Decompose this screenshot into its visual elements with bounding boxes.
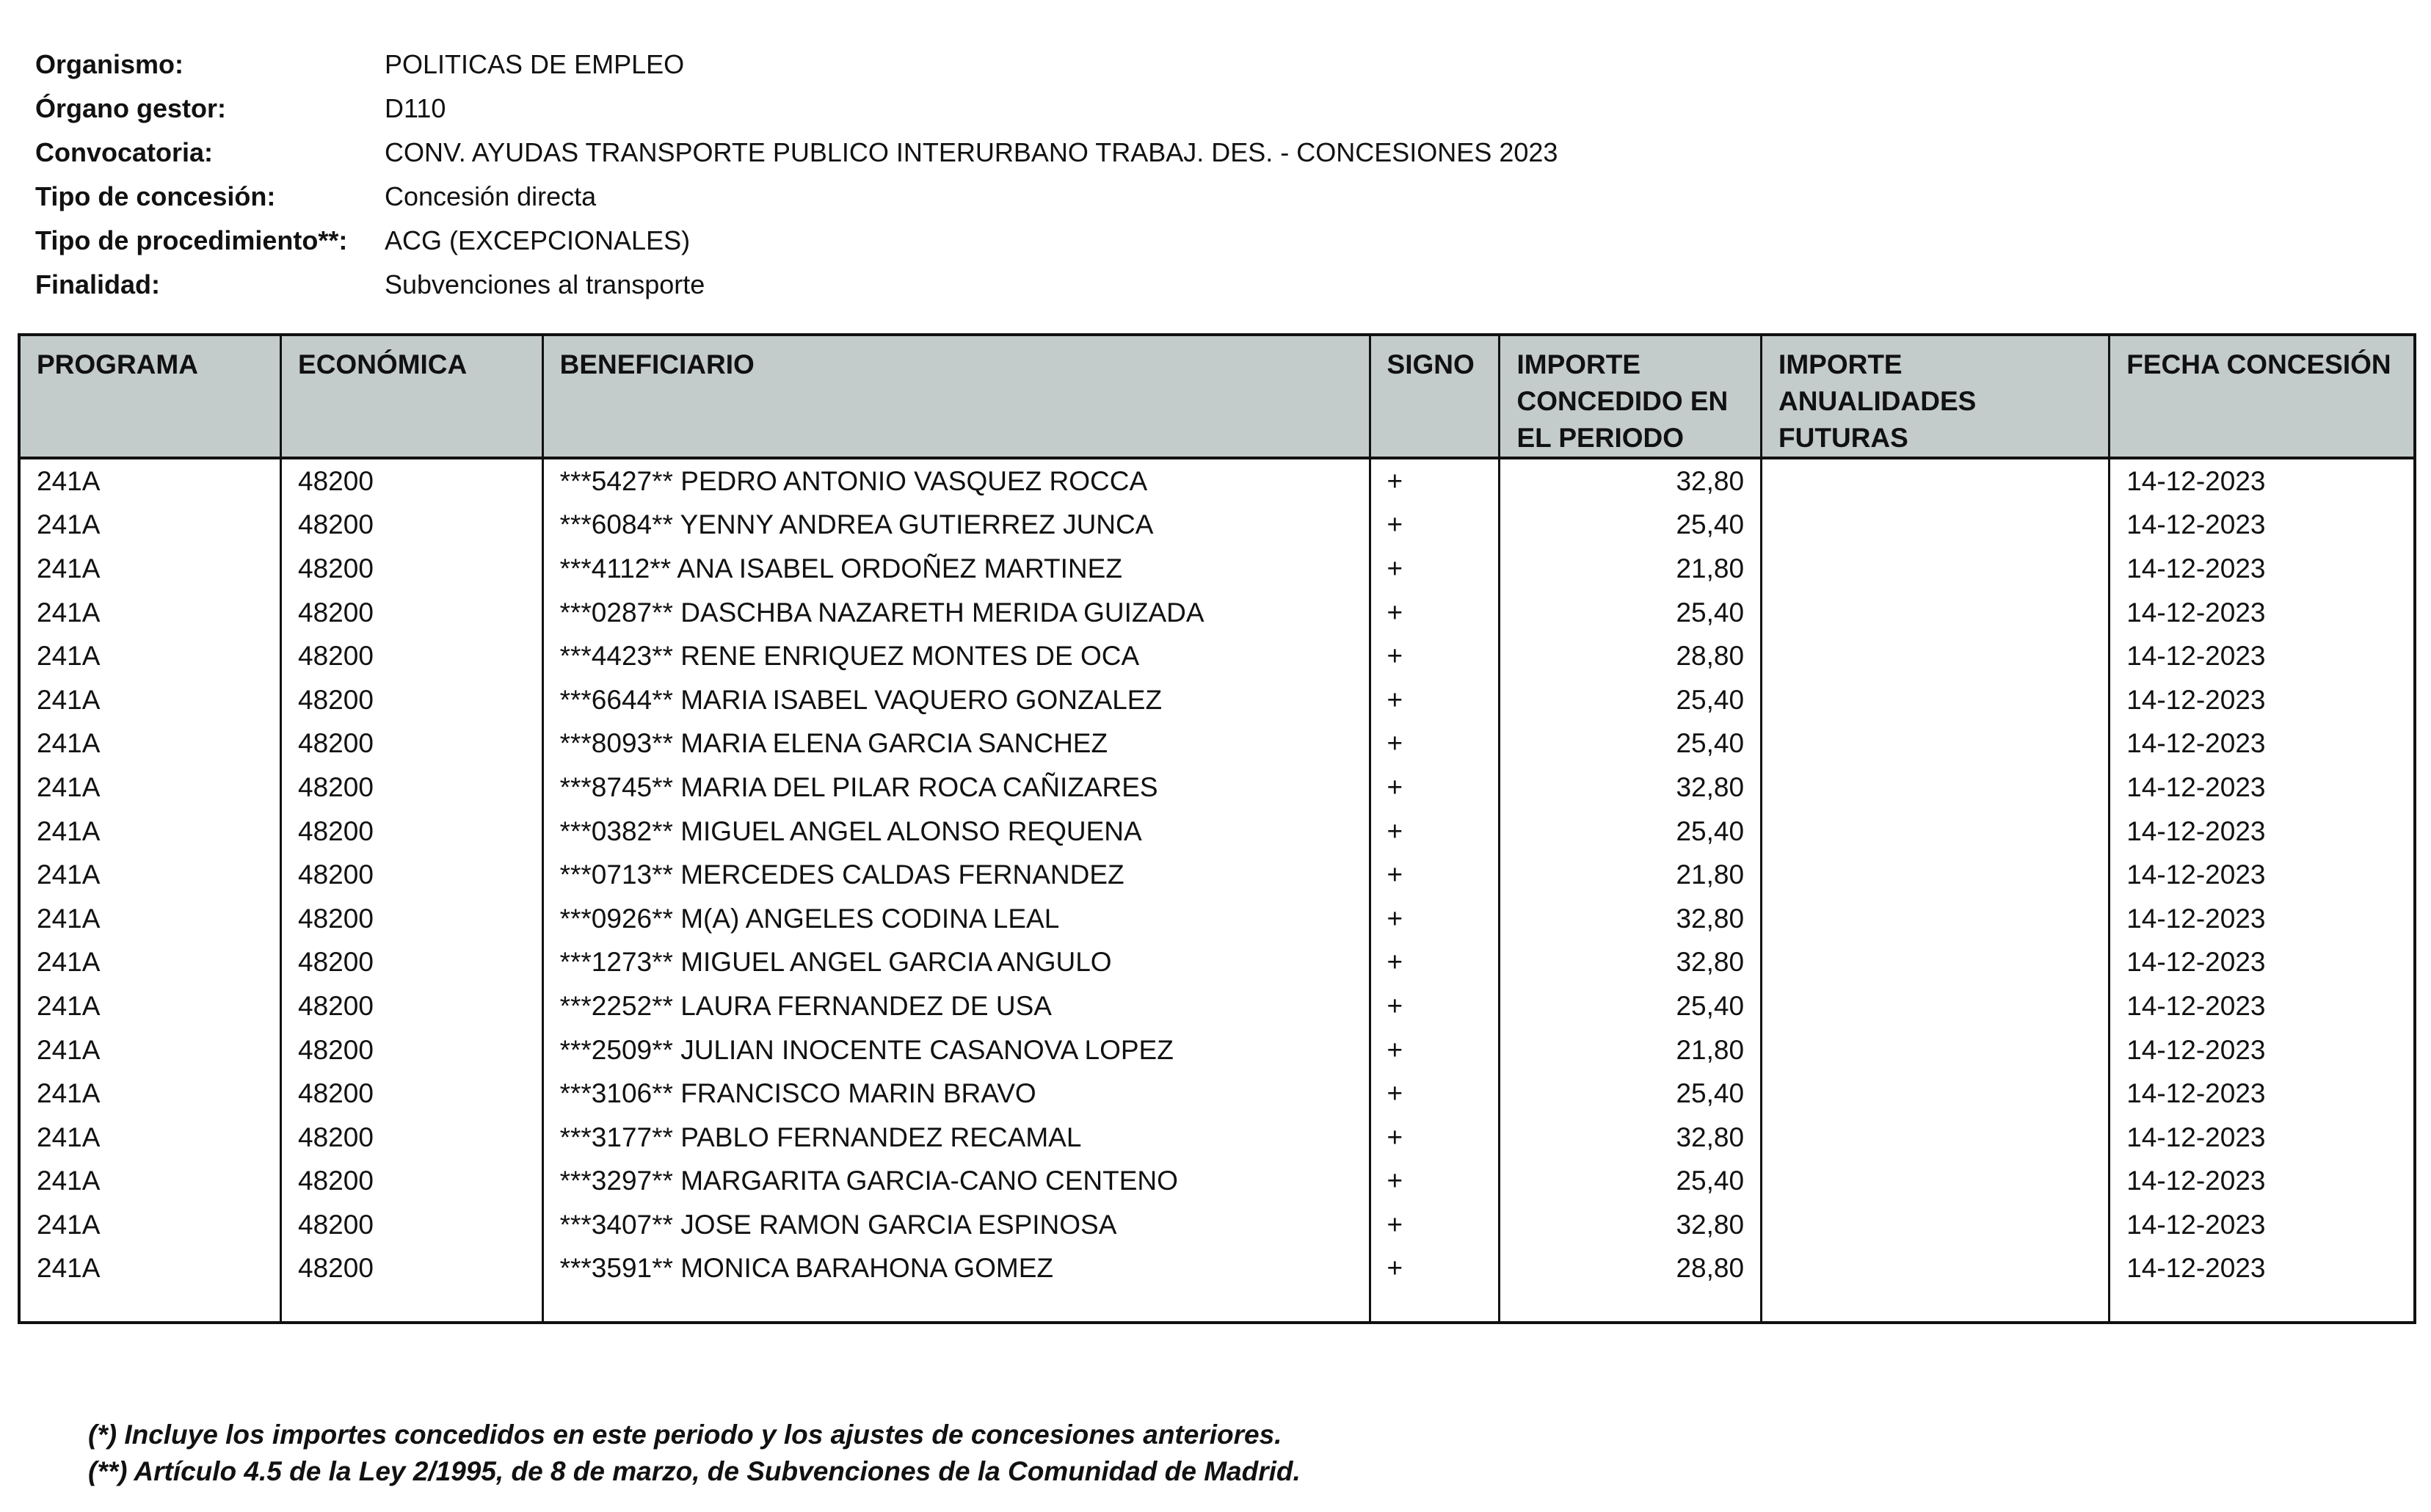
- cell-importe-anualidades: [1762, 853, 2110, 897]
- cell-importe-anualidades: [1762, 1072, 2110, 1116]
- cell-signo: +: [1370, 766, 1500, 810]
- cell-economica: 48200: [281, 1072, 543, 1116]
- table-row: [19, 547, 2415, 591]
- cell-signo: +: [1370, 1072, 1500, 1116]
- cell-programa: 241A: [19, 810, 281, 854]
- cell-signo: +: [1370, 634, 1500, 678]
- meta-value: Concesión directa: [385, 181, 597, 211]
- cell-importe-concedido: 25,40: [1500, 591, 1762, 635]
- cell-importe-concedido: 25,40: [1500, 722, 1762, 766]
- cell-signo: +: [1370, 678, 1500, 722]
- cell-economica: 48200: [281, 1028, 543, 1072]
- cell-importe-concedido: 28,80: [1500, 634, 1762, 678]
- cell-economica: 48200: [281, 810, 543, 854]
- cell-fecha-concesion: 14-12-2023: [2110, 678, 2415, 722]
- empty-cell: [1500, 1290, 1762, 1323]
- cell-importe-anualidades: [1762, 941, 2110, 985]
- cell-economica: 48200: [281, 1203, 543, 1247]
- cell-programa: 241A: [19, 504, 281, 548]
- cell-beneficiario: ***0382** MIGUEL ANGEL ALONSO REQUENA: [542, 810, 1370, 854]
- cell-signo: +: [1370, 1028, 1500, 1072]
- cell-economica: 48200: [281, 1247, 543, 1291]
- cell-importe-concedido: 32,80: [1500, 458, 1762, 504]
- cell-signo: +: [1370, 1203, 1500, 1247]
- table-row: [19, 1160, 2415, 1204]
- cell-importe-anualidades: [1762, 766, 2110, 810]
- column-header-beneficiario: BENEFICIARIO: [542, 335, 1370, 458]
- cell-programa: 241A: [19, 1203, 281, 1247]
- table-row: [19, 678, 2415, 722]
- meta-value: CONV. AYUDAS TRANSPORTE PUBLICO INTERURBANO TRABAJ. DES. - CONCESIONES 2023: [385, 137, 1558, 167]
- cell-importe-concedido: 32,80: [1500, 941, 1762, 985]
- cell-economica: 48200: [281, 766, 543, 810]
- cell-importe-concedido: 25,40: [1500, 678, 1762, 722]
- cell-beneficiario: ***4423** RENE ENRIQUEZ MONTES DE OCA: [542, 634, 1370, 678]
- cell-importe-concedido: 21,80: [1500, 1028, 1762, 1072]
- cell-economica: 48200: [281, 678, 543, 722]
- table-row: [19, 766, 2415, 810]
- table-row: [19, 1116, 2415, 1160]
- cell-programa: 241A: [19, 941, 281, 985]
- cell-importe-anualidades: [1762, 810, 2110, 854]
- cell-economica: 48200: [281, 897, 543, 941]
- cell-fecha-concesion: 14-12-2023: [2110, 897, 2415, 941]
- cell-importe-concedido: 25,40: [1500, 504, 1762, 548]
- cell-programa: 241A: [19, 1072, 281, 1116]
- cell-importe-anualidades: [1762, 984, 2110, 1028]
- cell-beneficiario: ***6084** YENNY ANDREA GUTIERREZ JUNCA: [542, 504, 1370, 548]
- table-row: [19, 504, 2415, 548]
- header-row: [19, 335, 2415, 458]
- table-row: [19, 984, 2415, 1028]
- cell-importe-concedido: 28,80: [1500, 1247, 1762, 1291]
- cell-beneficiario: ***3106** FRANCISCO MARIN BRAVO: [542, 1072, 1370, 1116]
- cell-economica: 48200: [281, 634, 543, 678]
- cell-importe-anualidades: [1762, 591, 2110, 635]
- cell-programa: 241A: [19, 897, 281, 941]
- cell-programa: 241A: [19, 634, 281, 678]
- cell-importe-concedido: 25,40: [1500, 810, 1762, 854]
- cell-beneficiario: ***0926** M(A) ANGELES CODINA LEAL: [542, 897, 1370, 941]
- cell-fecha-concesion: 14-12-2023: [2110, 1247, 2415, 1291]
- cell-signo: +: [1370, 547, 1500, 591]
- cell-economica: 48200: [281, 853, 543, 897]
- cell-economica: 48200: [281, 722, 543, 766]
- empty-cell: [1370, 1290, 1500, 1323]
- cell-importe-concedido: 32,80: [1500, 897, 1762, 941]
- cell-importe-anualidades: [1762, 1160, 2110, 1204]
- cell-signo: +: [1370, 853, 1500, 897]
- cell-signo: +: [1370, 1247, 1500, 1291]
- cell-importe-concedido: 25,40: [1500, 1160, 1762, 1204]
- column-header-importe-anualidades: IMPORTE ANUALIDADES FUTURAS: [1762, 335, 2110, 458]
- cell-signo: +: [1370, 1116, 1500, 1160]
- cell-fecha-concesion: 14-12-2023: [2110, 458, 2415, 504]
- table-row: [19, 897, 2415, 941]
- meta-row-tipo-concesion: [35, 175, 1558, 219]
- cell-importe-anualidades: [1762, 547, 2110, 591]
- table-header: [19, 335, 2415, 458]
- table-row: [19, 1247, 2415, 1291]
- cell-beneficiario: ***8093** MARIA ELENA GARCIA SANCHEZ: [542, 722, 1370, 766]
- cell-signo: +: [1370, 591, 1500, 635]
- meta-row-finalidad: [35, 263, 1558, 307]
- meta-row-organo-gestor: [35, 87, 1558, 131]
- column-header-fecha-concesion: FECHA CONCESIÓN: [2110, 335, 2415, 458]
- cell-signo: +: [1370, 984, 1500, 1028]
- column-header-programa: PROGRAMA: [19, 335, 281, 458]
- cell-programa: 241A: [19, 766, 281, 810]
- cell-economica: 48200: [281, 591, 543, 635]
- cell-importe-concedido: 32,80: [1500, 766, 1762, 810]
- cell-beneficiario: ***5427** PEDRO ANTONIO VASQUEZ ROCCA: [542, 458, 1370, 504]
- cell-importe-concedido: 32,80: [1500, 1116, 1762, 1160]
- meta-value: Subvenciones al transporte: [385, 269, 705, 299]
- cell-fecha-concesion: 14-12-2023: [2110, 547, 2415, 591]
- column-header-importe-concedido: IMPORTE CONCEDIDO EN EL PERIODO: [1500, 335, 1762, 458]
- cell-programa: 241A: [19, 853, 281, 897]
- meta-value: POLITICAS DE EMPLEO: [385, 49, 685, 79]
- meta-row-convocatoria: [35, 131, 1558, 175]
- meta-value: D110: [385, 93, 446, 123]
- cell-fecha-concesion: 14-12-2023: [2110, 1072, 2415, 1116]
- column-header-economica: ECONÓMICA: [281, 335, 543, 458]
- table-row: [19, 722, 2415, 766]
- table-row: [19, 1203, 2415, 1247]
- cell-importe-concedido: 21,80: [1500, 547, 1762, 591]
- cell-importe-anualidades: [1762, 1247, 2110, 1291]
- cell-programa: 241A: [19, 984, 281, 1028]
- cell-beneficiario: ***6644** MARIA ISABEL VAQUERO GONZALEZ: [542, 678, 1370, 722]
- meta-value: ACG (EXCEPCIONALES): [385, 225, 691, 255]
- cell-fecha-concesion: 14-12-2023: [2110, 853, 2415, 897]
- cell-beneficiario: ***4112** ANA ISABEL ORDOÑEZ MARTINEZ: [542, 547, 1370, 591]
- cell-signo: +: [1370, 722, 1500, 766]
- cell-programa: 241A: [19, 591, 281, 635]
- footnote-ley: (**) Artículo 4.5 de la Ley 2/1995, de 8 de marzo, de Subvenciones de la Comunidad de Madrid.: [88, 1456, 1301, 1486]
- cell-beneficiario: ***0713** MERCEDES CALDAS FERNANDEZ: [542, 853, 1370, 897]
- cell-programa: 241A: [19, 1160, 281, 1204]
- footnotes: [88, 1417, 1301, 1490]
- cell-economica: 48200: [281, 984, 543, 1028]
- cell-signo: +: [1370, 1160, 1500, 1204]
- cell-programa: 241A: [19, 458, 281, 504]
- cell-fecha-concesion: 14-12-2023: [2110, 941, 2415, 985]
- table-filler-row: [19, 1290, 2415, 1323]
- cell-economica: 48200: [281, 941, 543, 985]
- cell-fecha-concesion: 14-12-2023: [2110, 1160, 2415, 1204]
- meta-label: Órgano gestor:: [35, 93, 227, 123]
- grants-table: [18, 333, 2416, 1324]
- cell-beneficiario: ***1273** MIGUEL ANGEL GARCIA ANGULO: [542, 941, 1370, 985]
- meta-row-organismo: [35, 43, 1558, 87]
- cell-economica: 48200: [281, 547, 543, 591]
- meta-label: Finalidad:: [35, 269, 160, 299]
- cell-importe-anualidades: [1762, 1028, 2110, 1072]
- cell-economica: 48200: [281, 504, 543, 548]
- table-row: [19, 1072, 2415, 1116]
- cell-beneficiario: ***3591** MONICA BARAHONA GOMEZ: [542, 1247, 1370, 1291]
- cell-fecha-concesion: 14-12-2023: [2110, 634, 2415, 678]
- cell-signo: +: [1370, 810, 1500, 854]
- metadata-block: [35, 43, 1558, 307]
- cell-importe-anualidades: [1762, 1203, 2110, 1247]
- meta-label: Convocatoria:: [35, 137, 214, 167]
- meta-row-tipo-procedimiento: [35, 219, 1558, 263]
- footnote-importes: (*) Incluye los importes concedidos en este periodo y los ajustes de concesiones anteriores.: [88, 1420, 1282, 1450]
- cell-beneficiario: ***3297** MARGARITA GARCIA-CANO CENTENO: [542, 1160, 1370, 1204]
- cell-beneficiario: ***8745** MARIA DEL PILAR ROCA CAÑIZARES: [542, 766, 1370, 810]
- cell-importe-concedido: 25,40: [1500, 1072, 1762, 1116]
- cell-programa: 241A: [19, 547, 281, 591]
- cell-fecha-concesion: 14-12-2023: [2110, 1028, 2415, 1072]
- cell-beneficiario: ***2252** LAURA FERNANDEZ DE USA: [542, 984, 1370, 1028]
- cell-beneficiario: ***3407** JOSE RAMON GARCIA ESPINOSA: [542, 1203, 1370, 1247]
- meta-label: Tipo de procedimiento**:: [35, 225, 348, 255]
- empty-cell: [281, 1290, 543, 1323]
- empty-cell: [19, 1290, 281, 1323]
- cell-importe-anualidades: [1762, 722, 2110, 766]
- table-body: [19, 458, 2415, 1323]
- cell-beneficiario: ***0287** DASCHBA NAZARETH MERIDA GUIZADA: [542, 591, 1370, 635]
- cell-beneficiario: ***3177** PABLO FERNANDEZ RECAMAL: [542, 1116, 1370, 1160]
- cell-programa: 241A: [19, 1116, 281, 1160]
- cell-importe-concedido: 25,40: [1500, 984, 1762, 1028]
- cell-fecha-concesion: 14-12-2023: [2110, 810, 2415, 854]
- cell-fecha-concesion: 14-12-2023: [2110, 591, 2415, 635]
- cell-programa: 241A: [19, 722, 281, 766]
- empty-cell: [542, 1290, 1370, 1323]
- table-row: [19, 810, 2415, 854]
- table-row: [19, 634, 2415, 678]
- cell-importe-concedido: 21,80: [1500, 853, 1762, 897]
- cell-importe-anualidades: [1762, 678, 2110, 722]
- cell-economica: 48200: [281, 458, 543, 504]
- table-row: [19, 591, 2415, 635]
- cell-programa: 241A: [19, 1247, 281, 1291]
- cell-programa: 241A: [19, 678, 281, 722]
- cell-beneficiario: ***2509** JULIAN INOCENTE CASANOVA LOPEZ: [542, 1028, 1370, 1072]
- cell-signo: +: [1370, 941, 1500, 985]
- cell-importe-anualidades: [1762, 458, 2110, 504]
- cell-programa: 241A: [19, 1028, 281, 1072]
- cell-fecha-concesion: 14-12-2023: [2110, 1116, 2415, 1160]
- cell-signo: +: [1370, 458, 1500, 504]
- meta-label: Tipo de concesión:: [35, 181, 276, 211]
- meta-label: Organismo:: [35, 49, 184, 79]
- cell-economica: 48200: [281, 1116, 543, 1160]
- cell-signo: +: [1370, 897, 1500, 941]
- cell-importe-anualidades: [1762, 634, 2110, 678]
- empty-cell: [2110, 1290, 2415, 1323]
- column-header-signo: SIGNO: [1370, 335, 1500, 458]
- cell-importe-anualidades: [1762, 504, 2110, 548]
- cell-economica: 48200: [281, 1160, 543, 1204]
- cell-fecha-concesion: 14-12-2023: [2110, 722, 2415, 766]
- cell-fecha-concesion: 14-12-2023: [2110, 984, 2415, 1028]
- empty-cell: [1762, 1290, 2110, 1323]
- cell-fecha-concesion: 14-12-2023: [2110, 766, 2415, 810]
- table-row: [19, 1028, 2415, 1072]
- cell-signo: +: [1370, 504, 1500, 548]
- cell-importe-concedido: 32,80: [1500, 1203, 1762, 1247]
- table-row: [19, 941, 2415, 985]
- table-row: [19, 853, 2415, 897]
- cell-fecha-concesion: 14-12-2023: [2110, 1203, 2415, 1247]
- table-row: [19, 458, 2415, 504]
- cell-importe-anualidades: [1762, 897, 2110, 941]
- cell-importe-anualidades: [1762, 1116, 2110, 1160]
- cell-fecha-concesion: 14-12-2023: [2110, 504, 2415, 548]
